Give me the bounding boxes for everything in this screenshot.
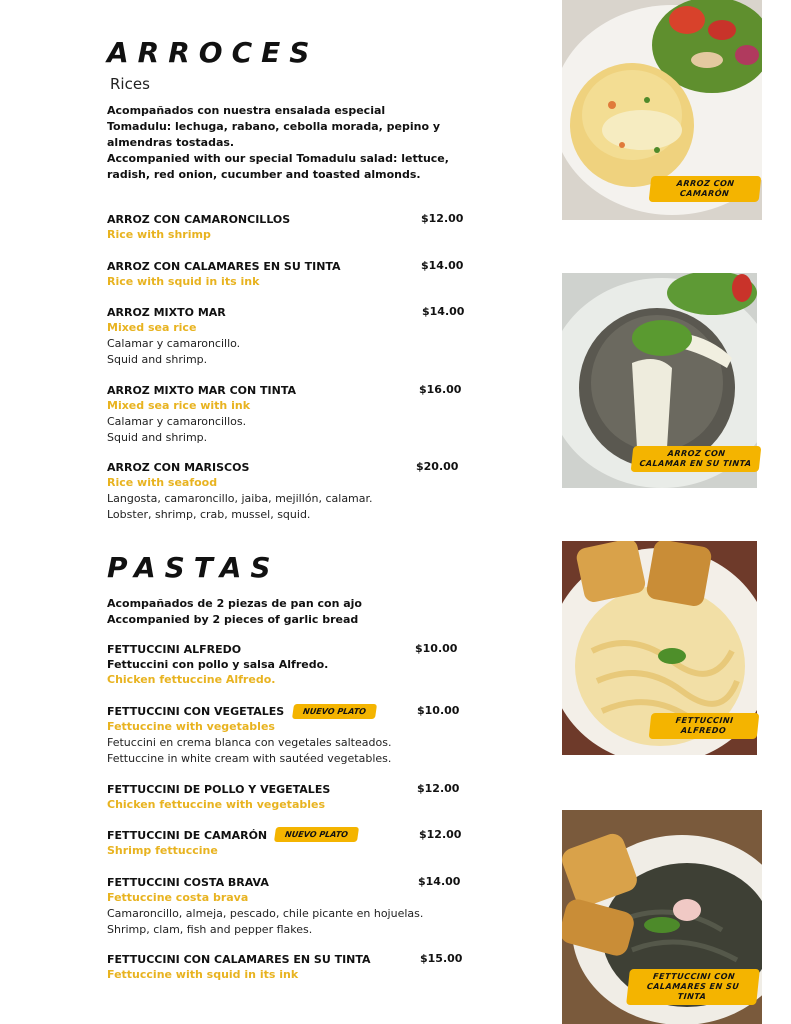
- item-english: Rice with shrimp: [107, 228, 211, 241]
- item-english: Fettuccine costa brava: [107, 891, 249, 904]
- item-name: FETTUCCINI ALFREDO: [107, 643, 242, 656]
- caption-line: ARROZ CON: [667, 449, 726, 458]
- item-price: $16.00: [419, 383, 462, 396]
- item-name: ARROZ CON CAMARONCILLOS: [107, 213, 291, 226]
- item-description-es: Calamar y camaroncillo.: [107, 337, 241, 350]
- item-english: Chicken fettuccine with vegetables: [107, 798, 326, 811]
- item-price: $10.00: [415, 642, 458, 655]
- section-title-pastas: PASTAS: [107, 551, 280, 584]
- item-english: Chicken fettuccine Alfredo.: [107, 673, 276, 686]
- item-name: ARROZ MIXTO MAR: [107, 306, 226, 319]
- menu-item: [107, 383, 467, 445]
- photo-caption: [631, 446, 762, 472]
- item-english: Shrimp fettuccine: [107, 844, 218, 857]
- item-price: $14.00: [422, 305, 465, 318]
- caption-line: CAMARÓN: [679, 189, 730, 198]
- photo-caption: [626, 969, 760, 1005]
- photo-caption: [649, 713, 760, 739]
- section-subtitle-rices: Rices: [110, 75, 150, 93]
- item-english: Fettuccine with squid in its ink: [107, 968, 299, 981]
- item-price: $12.00: [417, 782, 460, 795]
- item-name: ARROZ MIXTO MAR CON TINTA: [107, 384, 296, 397]
- caption-line: CALAMARES EN SU TINTA: [646, 982, 740, 1001]
- arroces-intro-en: Accompanied with our special Tomadulu salad: lettuce, radish, red onion, cucumber and toasted almonds.: [107, 152, 449, 181]
- item-name: FETTUCCINI COSTA BRAVA: [107, 876, 269, 889]
- item-english: Rice with seafood: [107, 476, 218, 489]
- item-name: ARROZ CON CALAMARES EN SU TINTA: [107, 260, 341, 273]
- photo-caption: [649, 176, 762, 202]
- item-description-en: Shrimp, clam, fish and pepper flakes.: [107, 922, 313, 936]
- item-description-es: Calamar y camaroncillos.: [107, 415, 247, 428]
- item-price: $15.00: [420, 952, 463, 965]
- item-english: Rice with squid in its ink: [107, 275, 260, 288]
- new-dish-badge: NUEVO PLATO: [292, 704, 377, 719]
- item-name: FETTUCCINI DE POLLO Y VEGETALES: [107, 783, 331, 796]
- item-description-en: Lobster, shrimp, crab, mussel, squid.: [107, 507, 311, 521]
- menu-item: [107, 642, 467, 688]
- item-description-es: Camaroncillo, almeja, pescado, chile picante en hojuelas.: [107, 907, 424, 920]
- menu-item: [107, 704, 467, 766]
- menu-item: [107, 782, 467, 813]
- item-price: $10.00: [417, 704, 460, 717]
- item-description-es: Fettuccini con pollo y salsa Alfredo.: [107, 658, 329, 671]
- caption-line: ARROZ CON: [676, 179, 735, 188]
- arroces-intro-es: Acompañados con nuestra ensalada especial Tomadulu: lechuga, rabano, cebolla morada, pepino y almendras tostadas.: [107, 104, 441, 149]
- item-description-es: Langosta, camaroncillo, jaiba, mejillón, calamar.: [107, 492, 373, 505]
- menu-item: [107, 259, 467, 290]
- new-dish-badge: NUEVO PLATO: [274, 827, 359, 842]
- menu-item: [107, 305, 467, 367]
- menu-item: [107, 460, 467, 522]
- menu-item: [107, 952, 467, 983]
- item-name: FETTUCCINI DE CAMARÓN: [107, 829, 268, 842]
- item-description-en: Squid and shrimp.: [107, 430, 208, 444]
- pastas-intro-es: Acompañados de 2 piezas de pan con ajo: [107, 597, 362, 610]
- item-english: Mixed sea rice with ink: [107, 399, 251, 412]
- item-english: Mixed sea rice: [107, 321, 197, 334]
- item-name: FETTUCCINI CON CALAMARES EN SU TINTA: [107, 953, 371, 966]
- item-price: $12.00: [421, 212, 464, 225]
- item-price: $12.00: [419, 828, 462, 841]
- item-description-en: Squid and shrimp.: [107, 352, 208, 366]
- section-title-arroces: ARROCES: [107, 36, 319, 69]
- item-name: FETTUCCINI CON VEGETALES: [107, 705, 285, 718]
- item-price: $14.00: [421, 259, 464, 272]
- caption-line: FETTUCCINI CON: [652, 972, 736, 981]
- item-description-es: Fetuccini en crema blanca con vegetales salteados.: [107, 736, 392, 749]
- item-english: Fettuccine with vegetables: [107, 720, 275, 733]
- item-price: $14.00: [418, 875, 461, 888]
- menu-item: [107, 212, 467, 243]
- arroces-intro: [107, 103, 452, 183]
- item-description-en: Fettuccine in white cream with sautéed vegetables.: [107, 751, 392, 765]
- item-name: ARROZ CON MARISCOS: [107, 461, 250, 474]
- menu-item: [107, 875, 467, 937]
- caption-line: ALFREDO: [680, 726, 727, 735]
- caption-line: FETTUCCINI: [675, 716, 735, 725]
- pastas-intro: [107, 596, 452, 628]
- caption-line: CALAMAR EN SU TINTA: [639, 459, 753, 468]
- item-price: $20.00: [416, 460, 459, 473]
- pastas-intro-en: Accompanied by 2 pieces of garlic bread: [107, 613, 359, 626]
